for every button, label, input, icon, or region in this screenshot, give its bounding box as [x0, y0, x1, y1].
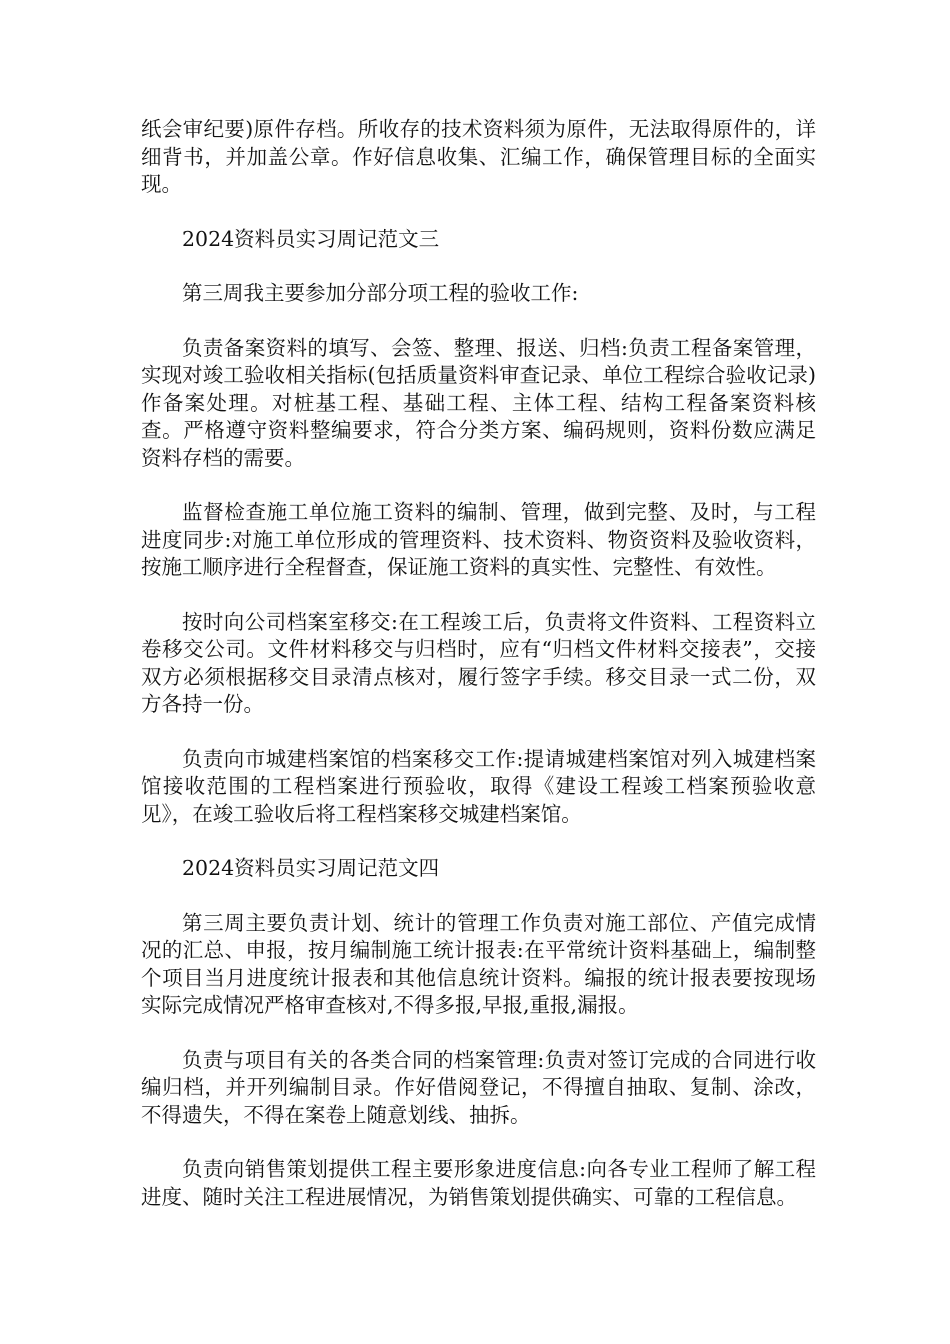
paragraph-filing: 负责备案资料的填写、会签、整理、报送、归档:负责工程备案管理，实现对竣工验收相关指标(包括质量资料审查记录、单位工程综合验收记录)作备案处理。对桩基工程、基础工程、主体工程、结构工程备案资料核查。严格遵守资料整编要求，符合分类方案、编码规则，资料份数应满足资料存档的需要。 [141, 335, 816, 470]
paragraph-contracts: 负责与项目有关的各类合同的档案管理:负责对签订完成的合同进行收编归档，并开列编制目录。作好借阅登记，不得擅自抽取、复制、涂改，不得遗失，不得在案卷上随意划线、抽拆。 [141, 1047, 816, 1127]
section-heading-three: 2024资料员实习周记范文三 [182, 226, 440, 251]
paragraph-sales-info: 负责向销售策划提供工程主要形象进度信息:向各专业工程师了解工程进度、随时关注工程进展情况，为销售策划提供确实、可靠的工程信息。 [141, 1157, 816, 1209]
paragraph-statistics: 第三周主要负责计划、统计的管理工作负责对施工部位、产值完成情况的汇总、申报，按月编制施工统计报表:在平常统计资料基础上，编制整个项目当月进度统计报表和其他信息统计资料。编报的统计报表要按现场实际完成情况严格审查核对,不得多报,早报,重报,漏报。 [141, 910, 816, 1017]
paragraph-transfer-city: 负责向市城建档案馆的档案移交工作:提请城建档案馆对列入城建档案馆接收范围的工程档案进行预验收，取得《建设工程竣工档案预验收意见》，在竣工验收后将工程档案移交城建档案馆。 [141, 746, 816, 826]
paragraph-transfer-company: 按时向公司档案室移交:在工程竣工后，负责将文件资料、工程资料立卷移交公司。文件材料移交与归档时，应有“归档文件材料交接表”，交接双方必须根据移交目录清点核对，履行签字手续。移交目录一式二份，双方各持一份。 [141, 609, 816, 716]
section-heading-four: 2024资料员实习周记范文四 [182, 856, 440, 880]
paragraph-intro-three: 第三周我主要参加分部分项工程的验收工作: [182, 281, 579, 305]
document-page [141, 116, 816, 1238]
paragraph-continuation: 纸会审纪要)原件存档。所收存的技术资料须为原件，无法取得原件的，详细背书，并加盖公章。作好信息收集、汇编工作，确保管理目标的全面实现。 [141, 117, 816, 196]
paragraph-supervision: 监督检查施工单位施工资料的编制、管理，做到完整、及时，与工程进度同步:对施工单位形成的管理资料、技术资料、物资资料及验收资料，按施工顺序进行全程督查，保证施工资料的真实性、完整性、有效性。 [141, 500, 816, 579]
